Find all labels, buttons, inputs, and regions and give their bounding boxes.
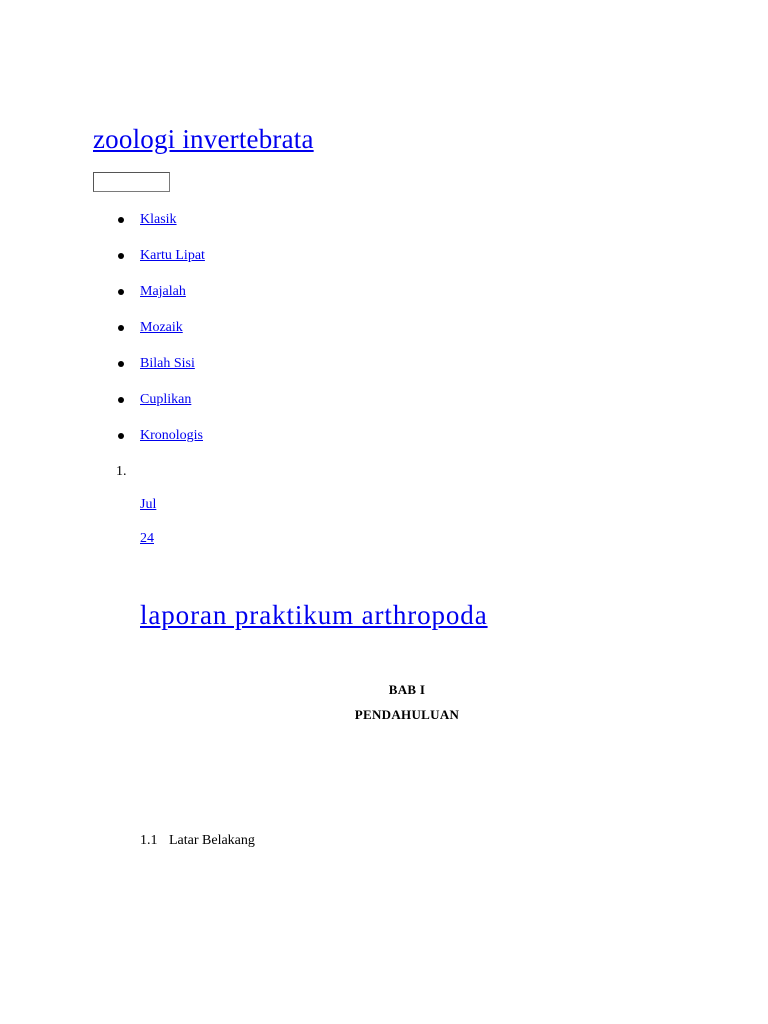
post-date-day-link[interactable]: 24 bbox=[140, 531, 154, 546]
section-heading bbox=[140, 831, 255, 851]
post-title-heading bbox=[140, 597, 488, 633]
view-item-majalah bbox=[118, 280, 205, 316]
section-title: Latar Belakang bbox=[169, 833, 255, 848]
view-selector-list bbox=[118, 208, 205, 460]
view-link-majalah[interactable]: Majalah bbox=[140, 284, 186, 299]
view-item-bilah-sisi bbox=[118, 352, 205, 388]
post-date-month bbox=[140, 494, 156, 516]
view-item-kronologis bbox=[118, 424, 205, 460]
post-title-link[interactable]: laporan praktikum arthropoda bbox=[140, 600, 488, 630]
view-link-kartu-lipat[interactable]: Kartu Lipat bbox=[140, 248, 205, 263]
view-item-kartu-lipat bbox=[118, 244, 205, 280]
view-link-bilah-sisi[interactable]: Bilah Sisi bbox=[140, 356, 195, 371]
bullet-icon bbox=[118, 325, 124, 331]
view-item-cuplikan bbox=[118, 388, 205, 424]
blog-title-heading bbox=[93, 121, 314, 157]
section-number: 1.1 bbox=[140, 833, 158, 848]
bullet-icon bbox=[118, 217, 124, 223]
bullet-icon bbox=[118, 289, 124, 295]
bullet-icon bbox=[118, 253, 124, 259]
view-link-klasik[interactable]: Klasik bbox=[140, 212, 177, 227]
bullet-icon bbox=[118, 397, 124, 403]
view-link-mozaik[interactable]: Mozaik bbox=[140, 320, 183, 335]
post-date-month-link[interactable]: Jul bbox=[140, 497, 157, 512]
view-link-cuplikan[interactable]: Cuplikan bbox=[140, 392, 192, 407]
search-input[interactable] bbox=[93, 172, 170, 192]
view-item-klasik bbox=[118, 208, 205, 244]
view-link-kronologis[interactable]: Kronologis bbox=[140, 428, 203, 443]
blog-title-link[interactable]: zoologi invertebrata bbox=[93, 124, 314, 154]
post-date-day bbox=[140, 528, 154, 550]
bullet-icon bbox=[118, 433, 124, 439]
bullet-icon bbox=[118, 361, 124, 367]
chapter-title: PENDAHULUAN bbox=[354, 707, 460, 722]
chapter-number: BAB I bbox=[388, 682, 426, 697]
view-item-mozaik bbox=[118, 316, 205, 352]
post-list-marker: 1. bbox=[116, 464, 127, 479]
